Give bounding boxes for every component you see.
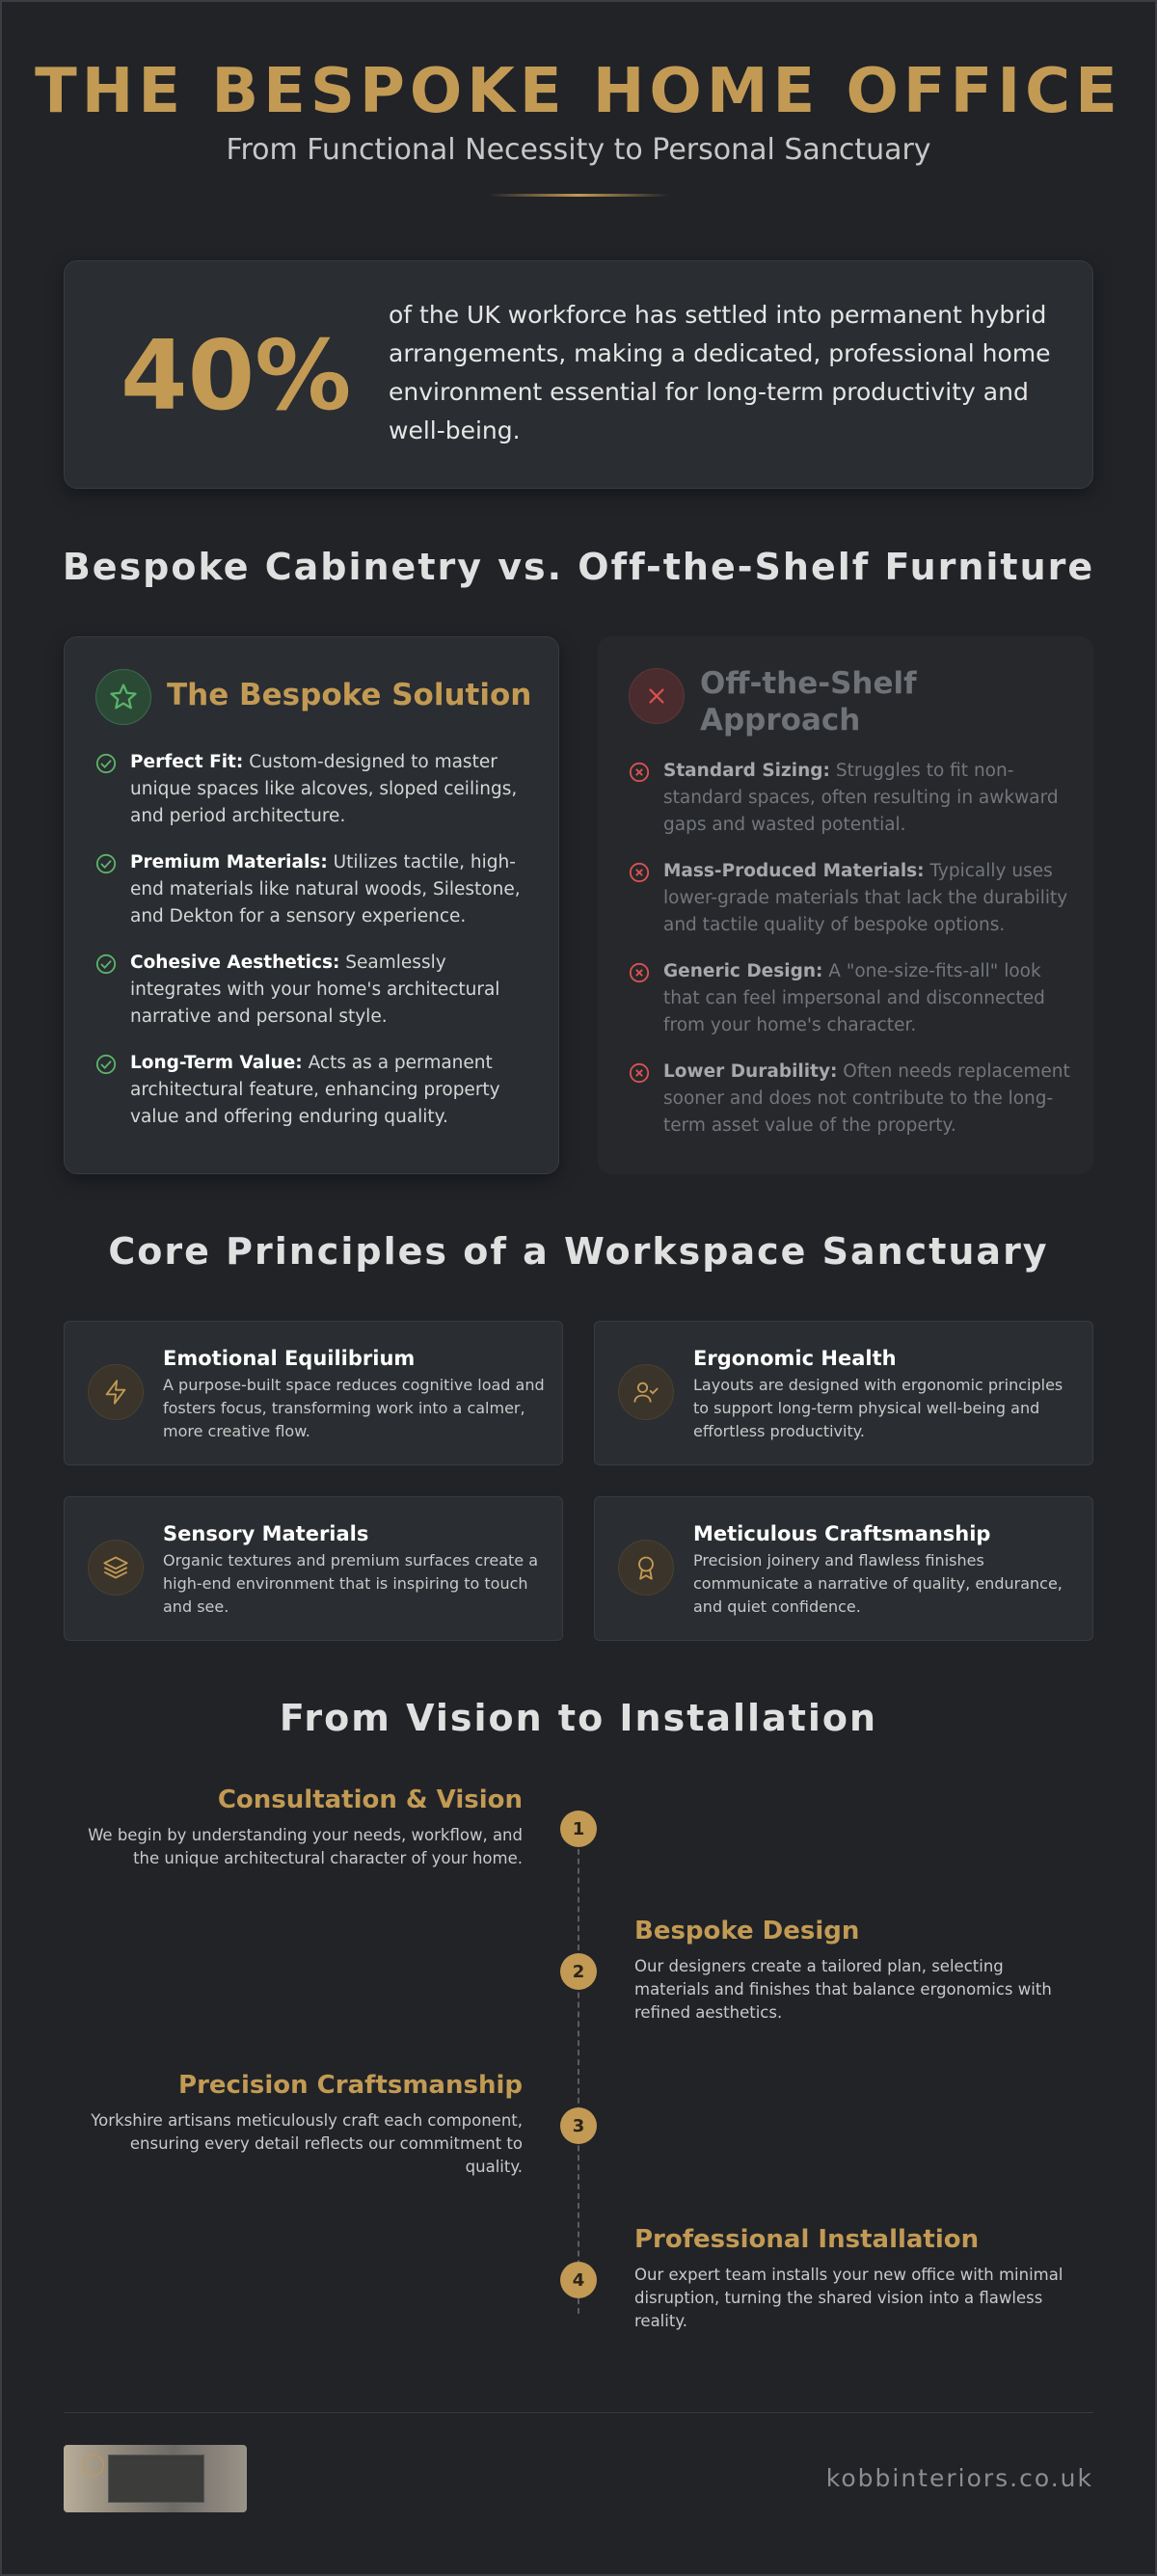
item-label: Generic Design: xyxy=(663,961,823,981)
principle-desc: Layouts are designed with ergonomic principles to support long-term physical well-being and effortless productivity. xyxy=(693,1376,1063,1440)
principle-desc: Organic textures and premium surfaces create a high-end environment that is inspiring to touch and see. xyxy=(163,1551,539,1616)
list-item xyxy=(629,1059,1072,1140)
principle-card-meticulous-craftsmanship xyxy=(594,1496,1093,1641)
item-text: Seamlessly integrates with your home's architectural narrative and personal style. xyxy=(130,953,500,1027)
principle-desc: A purpose-built space reduces cognitive load and fosters focus, transforming work into a calmer, more creative flow. xyxy=(163,1376,545,1440)
page-title: THE BESPOKE HOME OFFICE xyxy=(35,56,1122,127)
stat-text: of the UK workforce has settled into permanent hybrid arrangements, making a dedicated, professional home environment essential for long-term productivity and well-being. xyxy=(389,301,1051,444)
principle-card-emotional-equilibrium xyxy=(64,1321,563,1465)
step-title: Professional Installation xyxy=(634,2225,980,2254)
step-title: Precision Craftsmanship xyxy=(178,2071,523,2100)
principle-card-sensory-materials xyxy=(64,1496,563,1641)
bespoke-solution-card xyxy=(64,636,559,1174)
item-label: Premium Materials: xyxy=(130,852,328,872)
check-circle-icon xyxy=(95,753,117,774)
x-circle-icon xyxy=(629,1062,650,1084)
item-text: Utilizes tactile, high-end materials like natural woods, Silestone, and Dekton for a sensory experience. xyxy=(130,852,521,926)
item-label: Lower Durability: xyxy=(663,1061,838,1082)
step-title: Consultation & Vision xyxy=(217,1785,523,1814)
item-label: Long-Term Value: xyxy=(130,1053,303,1073)
step-desc: Yorkshire artisans meticulously craft each component, ensuring every detail reflects our commitment to quality. xyxy=(91,2111,523,2176)
check-circle-icon xyxy=(95,1054,117,1075)
principle-title: Sensory Materials xyxy=(163,1522,369,1545)
bespoke-heading: The Bespoke Solution xyxy=(167,678,532,712)
principle-title: Meticulous Craftsmanship xyxy=(693,1522,991,1545)
step-title: Bespoke Design xyxy=(634,1917,860,1945)
process-title: From Vision to Installation xyxy=(279,1697,878,1739)
item-text: Often needs replacement sooner and does not contribute to the long-term asset value of the property. xyxy=(663,1061,1070,1136)
step-number: 2 xyxy=(560,1953,597,1990)
title-divider xyxy=(488,194,669,197)
list-item xyxy=(95,849,539,930)
item-label: Mass-Produced Materials: xyxy=(663,861,925,881)
lightning-icon xyxy=(88,1364,144,1420)
page-subtitle: From Functional Necessity to Personal Sanctuary xyxy=(226,133,931,167)
step-number: 4 xyxy=(560,2262,597,2298)
x-circle-icon xyxy=(629,862,650,883)
user-check-icon xyxy=(618,1364,674,1420)
principle-desc: Precision joinery and flawless finishes communicate a narrative of quality, endurance, and quiet confidence. xyxy=(693,1551,1063,1616)
off-the-shelf-heading: Off-the-Shelf Approach xyxy=(700,666,917,738)
star-icon xyxy=(95,669,151,725)
off-the-shelf-card xyxy=(598,636,1093,1174)
principles-title: Core Principles of a Workspace Sanctuary xyxy=(108,1230,1049,1273)
footer-website: kobbinteriors.co.uk xyxy=(825,2464,1093,2492)
logo-mark-icon xyxy=(83,2455,104,2476)
logo-panel xyxy=(108,2455,204,2503)
step-number: 3 xyxy=(560,2107,597,2144)
step-desc: Our designers create a tailored plan, selecting materials and finishes that balance ergonomics with refined aesthetics. xyxy=(634,1957,1052,2022)
item-text: A "one-size-fits-all" look that can feel impersonal and disconnected from your home's character. xyxy=(663,961,1045,1035)
item-text: Custom-designed to master unique spaces like alcoves, sloped ceilings, and period architecture. xyxy=(130,752,518,826)
step-number: 1 xyxy=(560,1811,597,1847)
item-label: Standard Sizing: xyxy=(663,761,830,781)
list-item xyxy=(629,958,1072,1039)
comparison-title: Bespoke Cabinetry vs. Off-the-Shelf Furniture xyxy=(62,546,1095,588)
list-item xyxy=(95,950,539,1031)
timeline-line xyxy=(578,1830,579,2314)
list-item xyxy=(629,758,1072,839)
principle-title: Ergonomic Health xyxy=(693,1347,897,1370)
layers-icon xyxy=(88,1540,144,1596)
stat-card xyxy=(64,260,1093,489)
check-circle-icon xyxy=(95,953,117,975)
x-circle-icon xyxy=(629,762,650,783)
step-desc: Our expert team installs your new office with minimal disruption, turning the shared vision into a flawless reality. xyxy=(634,2266,1063,2330)
award-icon xyxy=(618,1540,674,1596)
bespoke-list xyxy=(95,749,539,1150)
list-item xyxy=(95,1050,539,1131)
list-item xyxy=(629,858,1072,939)
item-label: Cohesive Aesthetics: xyxy=(130,953,340,973)
stat-value: 40% xyxy=(121,319,352,432)
x-icon xyxy=(629,668,685,724)
principle-title: Emotional Equilibrium xyxy=(163,1347,416,1370)
x-circle-icon xyxy=(629,962,650,983)
principle-card-ergonomic-health xyxy=(594,1321,1093,1465)
item-text: Typically uses lower-grade materials that lack the durability and tactile quality of bespoke options. xyxy=(663,861,1068,935)
item-text: Acts as a permanent architectural feature, enhancing property value and offering enduring quality. xyxy=(130,1053,500,1127)
check-circle-icon xyxy=(95,853,117,874)
list-item xyxy=(95,749,539,830)
item-label: Perfect Fit: xyxy=(130,752,244,772)
item-text: Struggles to fit non-standard spaces, often resulting in awkward gaps and wasted potential. xyxy=(663,761,1059,835)
brand-logo xyxy=(64,2445,247,2512)
footer-divider xyxy=(64,2412,1093,2413)
off-the-shelf-list xyxy=(629,758,1072,1159)
step-desc: We begin by understanding your needs, workflow, and the unique architectural character of your home. xyxy=(88,1826,523,1867)
